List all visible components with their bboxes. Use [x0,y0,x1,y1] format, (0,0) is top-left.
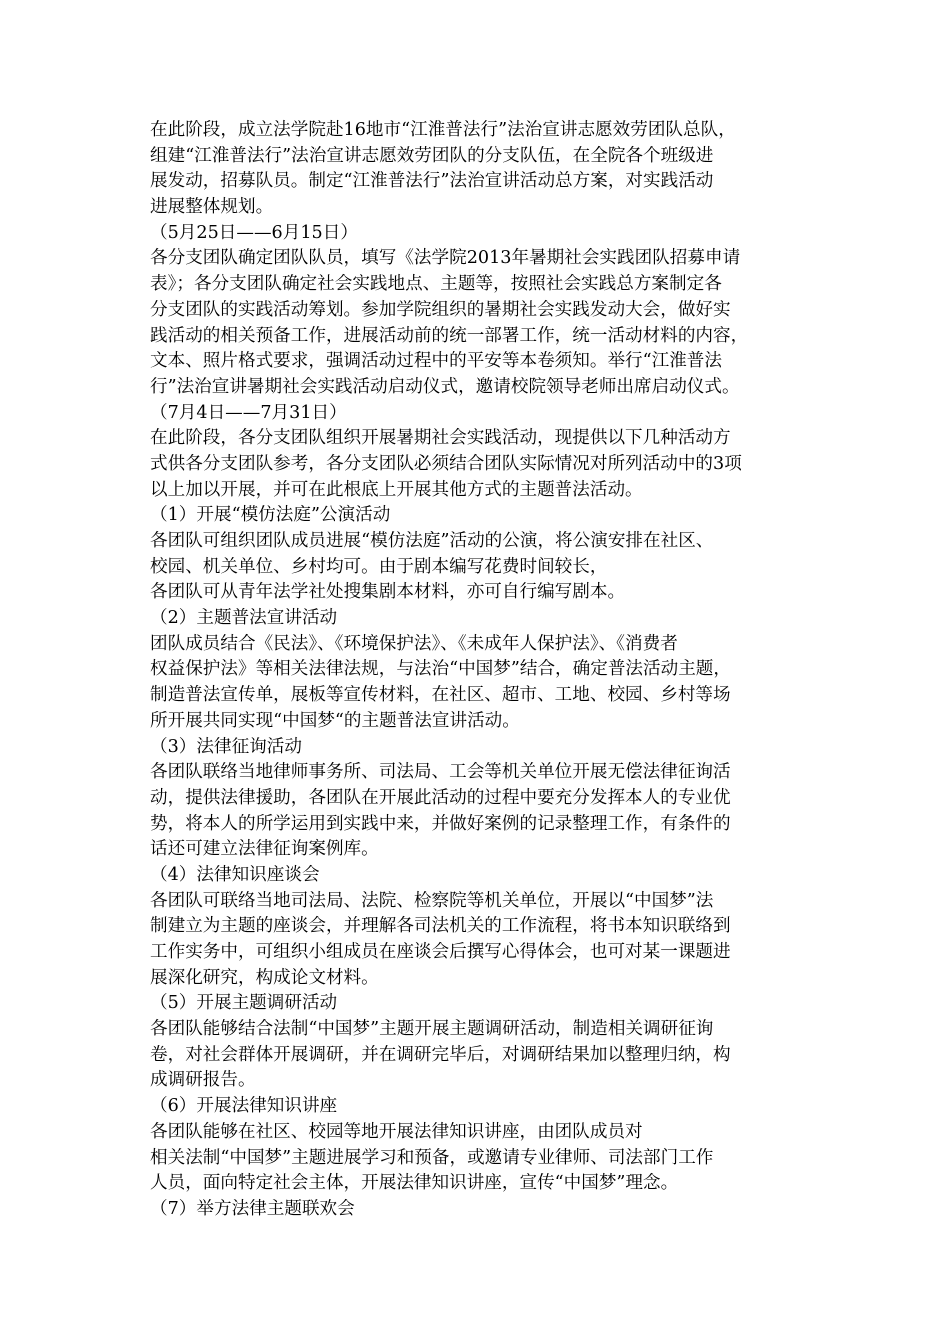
text-line: 校园、机关单位、乡村均可。由于剧本编写花费时间较长， [150,556,608,577]
text-line: 人员，面向特定社会主体，开展法律知识讲座，宣传“中国梦”理念。 [150,1173,679,1194]
activity-heading: （7）举方法律主题联欢会 [150,1198,355,1219]
text-line: 在此阶段，各分支团队组织开展暑期社会实践活动，现提供以下几种活动方 [150,428,731,449]
text-line: 分支团队的实践活动筹划。参加学院组织的暑期社会实践发动大会，做好实 [150,299,731,320]
text-line: 卷，对社会群体开展调研，并在调研完毕后，对调研结果加以整理归纳，构 [150,1044,731,1065]
text-line: 各团队可组织团队成员进展“模仿法庭”活动的公演，将公演安排在社区、 [150,531,714,551]
text-line: 权益保护法》等相关法律法规，与法治“中国梦”结合，确定普法活动主题， [150,659,731,680]
text-line: 各团队可从青年法学社处搜集剧本材料，亦可自行编写剧本。 [150,582,626,603]
text-line: 势，将本人的所学运用到实践中来，并做好案例的记录整理工作，有条件的 [150,813,731,834]
text-line: 以上加以开展，并可在此根底上开展其他方式的主题普法活动。 [150,479,643,500]
document-body [150,118,810,1223]
text-line: 成调研报告。 [150,1070,256,1091]
activity-heading: （2）主题普法宣讲活动 [150,608,338,629]
activity-heading: （5）开展主题调研活动 [150,993,338,1014]
text-line: 在此阶段，成立法学院赴16地市“江淮普法行”法治宣讲志愿效劳团队总队， [150,120,736,140]
text-line: 各团队能够结合法制“中国梦”主题开展主题调研活动，制造相关调研征询 [150,1019,714,1040]
text-line: 各团队联络当地律师事务所、司法局、工会等机关单位开展无偿法律征询活 [150,762,731,783]
text-line: 行”法治宣讲暑期社会实践活动启动仪式，邀请校院领导老师出席启动仪式。 [150,376,740,397]
text-line: 表》；各分支团队确定社会实践地点、主题等，按照社会实践总方案制定各 [150,274,722,295]
text-line: 工作实务中，可组织小组成员在座谈会后撰写心得体会，也可对某一课题进 [150,942,731,962]
text-line: 文本、照片格式要求，强调活动过程中的平安等本卷须知。举行“江淮普法 [150,351,722,372]
date-range-heading: （5月25日——6月15日） [150,222,358,243]
text-line: 式供各分支团队参考，各分支团队必须结合团队实际情况对所列活动中的3项 [150,453,742,474]
text-line: 动，提供法律援助，各团队在开展此活动的过程中要充分发挥本人的专业优 [150,787,731,808]
text-line: 各分支团队确定团队队员，填写《法学院2013年暑期社会实践团队招募申请 [150,248,741,269]
activity-heading: （4）法律知识座谈会 [150,864,320,885]
text-line: 展发动，招募队员。制定“江淮普法行”法治宣讲活动总方案，对实践活动 [150,171,714,192]
text-line: 展深化研究，构成论文材料。 [150,967,379,988]
text-line: 制建立为主题的座谈会，并理解各司法机关的工作流程，将书本知识联络到 [150,916,731,937]
text-line: 各团队能够在社区、校园等地开展法律知识讲座，由团队成员对 [150,1121,643,1142]
date-range-heading: （7月4日——7月31日） [150,402,347,423]
text-line: 各团队可联络当地司法局、法院、检察院等机关单位，开展以“中国梦”法 [150,890,714,911]
text-line: 组建“江淮普法行”法治宣讲志愿效劳团队的分支队伍，在全院各个班级进 [150,145,714,166]
text-line: 所开展共同实现“中国梦“的主题普法宣讲活动。 [150,710,520,731]
activity-heading: （6）开展法律知识讲座 [150,1096,338,1117]
text-line: 团队成员结合《民法》、《环境保护法》、《未成年人保护法》、《消费者 [150,633,678,654]
text-line: 话还可建立法律征询案例库。 [150,839,379,860]
text-line: 制造普法宣传单，展板等宣传材料，在社区、超市、工地、校园、乡村等场 [150,685,731,706]
text-line: 相关法制“中国梦”主题进展学习和预备，或邀请专业律师、司法部门工作 [150,1147,714,1168]
activity-heading: （1）开展“模仿法庭”公演活动 [150,505,391,526]
text-line: 践活动的相关预备工作，进展活动前的统一部署工作，统一活动材料的内容， [150,325,749,346]
activity-heading: （3）法律征询活动 [150,736,302,757]
text-line: 进展整体规划。 [150,197,274,218]
